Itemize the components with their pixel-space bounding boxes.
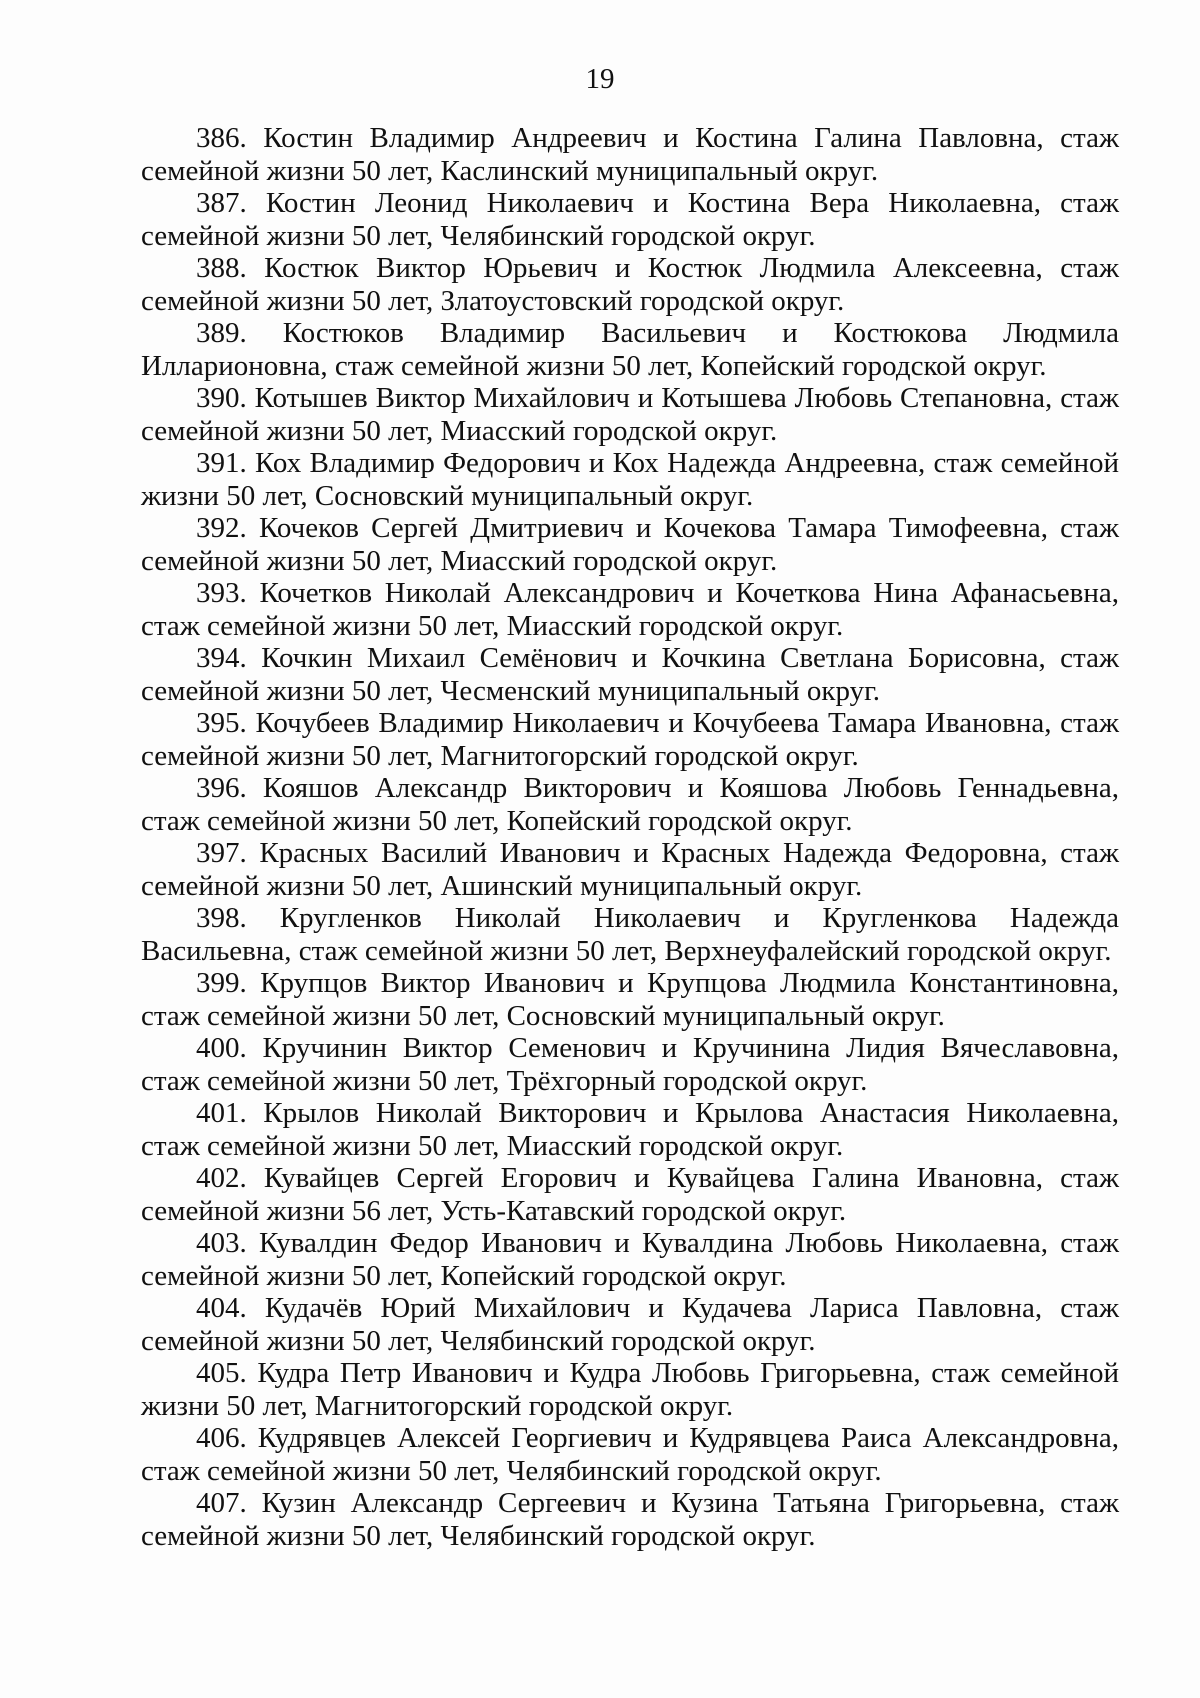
entry-list xyxy=(141,122,1119,1552)
list-item: 392. Кочеков Сергей Дмитриевич и Кочекова Тамара Тимофеевна, стаж семейной жизни 50 лет, Миасский городской округ. xyxy=(141,512,1119,577)
list-item: 396. Кояшов Александр Викторович и Кояшова Любовь Геннадьевна, стаж семейной жизни 50 лет, Копейский городской округ. xyxy=(141,772,1119,837)
list-item: 389. Костюков Владимир Васильевич и Костюкова Людмила Илларионовна, стаж семейной жизни 50 лет, Копейский городской округ. xyxy=(141,317,1119,382)
list-item: 397. Красных Василий Иванович и Красных Надежда Федоровна, стаж семейной жизни 50 лет, Ашинский муниципальный округ. xyxy=(141,837,1119,902)
list-item: 402. Кувайцев Сергей Егорович и Кувайцева Галина Ивановна, стаж семейной жизни 56 лет, Усть-Катавский городской округ. xyxy=(141,1162,1119,1227)
list-item: 387. Костин Леонид Николаевич и Костина Вера Николаевна, стаж семейной жизни 50 лет, Челябинский городской округ. xyxy=(141,187,1119,252)
list-item: 398. Кругленков Николай Николаевич и Кругленкова Надежда Васильевна, стаж семейной жизни 50 лет, Верхнеуфалейский городской округ. xyxy=(141,902,1119,967)
list-item: 400. Кручинин Виктор Семенович и Кручинина Лидия Вячеславовна, стаж семейной жизни 50 лет, Трёхгорный городской округ. xyxy=(141,1032,1119,1097)
list-item: 407. Кузин Александр Сергеевич и Кузина Татьяна Григорьевна, стаж семейной жизни 50 лет, Челябинский городской округ. xyxy=(141,1487,1119,1552)
list-item: 393. Кочетков Николай Александрович и Кочеткова Нина Афанасьевна, стаж семейной жизни 50 лет, Миасский городской округ. xyxy=(141,577,1119,642)
list-item: 390. Котышев Виктор Михайлович и Котышева Любовь Степановна, стаж семейной жизни 50 лет, Миасский городской округ. xyxy=(141,382,1119,447)
list-item: 395. Кочубеев Владимир Николаевич и Кочубеева Тамара Ивановна, стаж семейной жизни 50 лет, Магнитогорский городской округ. xyxy=(141,707,1119,772)
list-item: 399. Крупцов Виктор Иванович и Крупцова Людмила Константиновна, стаж семейной жизни 50 лет, Сосновский муниципальный округ. xyxy=(141,967,1119,1032)
list-item: 401. Крылов Николай Викторович и Крылова Анастасия Николаевна, стаж семейной жизни 50 лет, Миасский городской округ. xyxy=(141,1097,1119,1162)
list-item: 405. Кудра Петр Иванович и Кудра Любовь Григорьевна, стаж семейной жизни 50 лет, Магнитогорский городской округ. xyxy=(141,1357,1119,1422)
list-item: 404. Кудачёв Юрий Михайлович и Кудачева Лариса Павловна, стаж семейной жизни 50 лет, Челябинский городской округ. xyxy=(141,1292,1119,1357)
page-number: 19 xyxy=(585,63,615,95)
list-item: 388. Костюк Виктор Юрьевич и Костюк Людмила Алексеевна, стаж семейной жизни 50 лет, Златоустовский городской округ. xyxy=(141,252,1119,317)
list-item: 391. Кох Владимир Федорович и Кох Надежда Андреевна, стаж семейной жизни 50 лет, Сосновский муниципальный округ. xyxy=(141,447,1119,512)
list-item: 394. Кочкин Михаил Семёнович и Кочкина Светлана Борисовна, стаж семейной жизни 50 лет, Чесменский муниципальный округ. xyxy=(141,642,1119,707)
list-item: 386. Костин Владимир Андреевич и Костина Галина Павловна, стаж семейной жизни 50 лет, Каслинский муниципальный округ. xyxy=(141,122,1119,187)
list-item: 403. Кувалдин Федор Иванович и Кувалдина Любовь Николаевна, стаж семейной жизни 50 лет, Копейский городской округ. xyxy=(141,1227,1119,1292)
list-item: 406. Кудрявцев Алексей Георгиевич и Кудрявцева Раиса Александровна, стаж семейной жизни 50 лет, Челябинский городской округ. xyxy=(141,1422,1119,1487)
